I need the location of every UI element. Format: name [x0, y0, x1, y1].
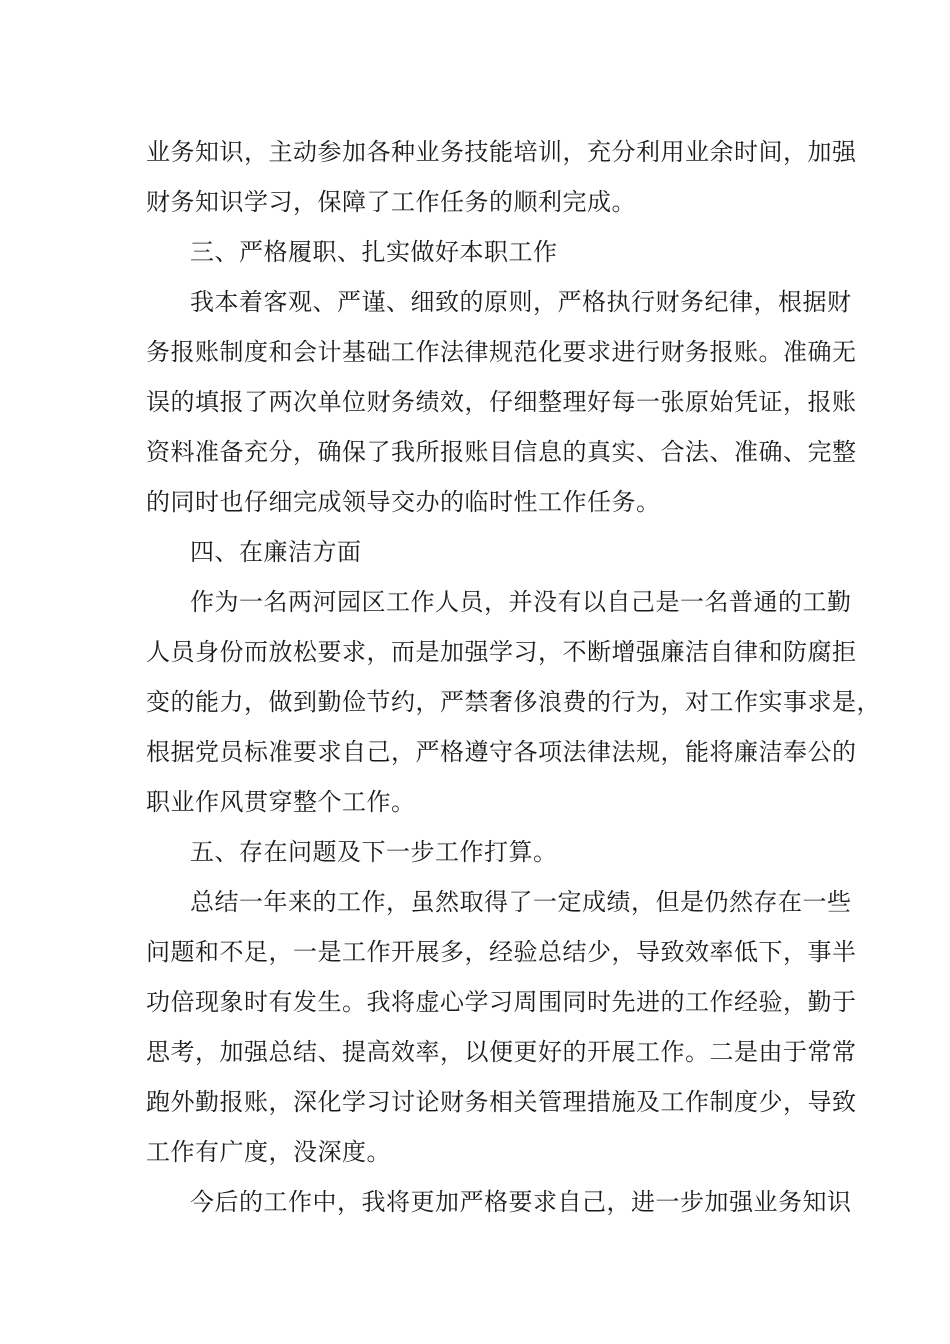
body-text-line: 资料准备充分，确保了我所报账目信息的真实、合法、准确、完整 [146, 438, 857, 466]
section-heading-4: 四、在廉洁方面 [190, 538, 362, 566]
body-text-line: 跑外勤报账，深化学习讨论财务相关管理措施及工作制度少，导致 [146, 1088, 857, 1116]
paragraph-first-line: 今后的工作中，我将更加严格要求自己，进一步加强业务知识 [190, 1188, 852, 1216]
body-text-line: 人员身份而放松要求，而是加强学习，不断增强廉洁自律和防腐拒 [146, 638, 857, 666]
section-heading-5: 五、存在问题及下一步工作打算。 [190, 838, 558, 866]
section-heading-3: 三、严格履职、扎实做好本职工作 [190, 238, 558, 266]
body-text-line: 务报账制度和会计基础工作法律规范化要求进行财务报账。准确无 [146, 338, 857, 366]
body-text-line: 思考，加强总结、提高效率，以便更好的开展工作。二是由于常常 [146, 1038, 857, 1066]
body-text-line: 变的能力，做到勤俭节约，严禁奢侈浪费的行为，对工作实事求是， [146, 688, 881, 716]
body-text-line: 根据党员标准要求自己，严格遵守各项法律法规，能将廉洁奉公的 [146, 738, 857, 766]
paragraph-first-line: 我本着客观、严谨、细致的原则，严格执行财务纪律，根据财 [190, 288, 852, 316]
body-text-line: 工作有广度，没深度。 [146, 1138, 391, 1166]
body-text-line: 财务知识学习，保障了工作任务的顺利完成。 [146, 188, 636, 216]
body-text-line: 功倍现象时有发生。我将虚心学习周围同时先进的工作经验，勤于 [146, 988, 857, 1016]
body-text-line: 误的填报了两次单位财务绩效，仔细整理好每一张原始凭证，报账 [146, 388, 857, 416]
body-text-line: 的同时也仔细完成领导交办的临时性工作任务。 [146, 488, 661, 516]
body-text-line: 职业作风贯穿整个工作。 [146, 788, 416, 816]
body-text-line: 问题和不足，一是工作开展多，经验总结少，导致效率低下，事半 [146, 938, 857, 966]
paragraph-first-line: 作为一名两河园区工作人员，并没有以自己是一名普通的工勤 [190, 588, 852, 616]
paragraph-first-line: 总结一年来的工作，虽然取得了一定成绩，但是仍然存在一些 [190, 888, 852, 916]
body-text-line: 业务知识，主动参加各种业务技能培训，充分利用业余时间，加强 [146, 138, 857, 166]
